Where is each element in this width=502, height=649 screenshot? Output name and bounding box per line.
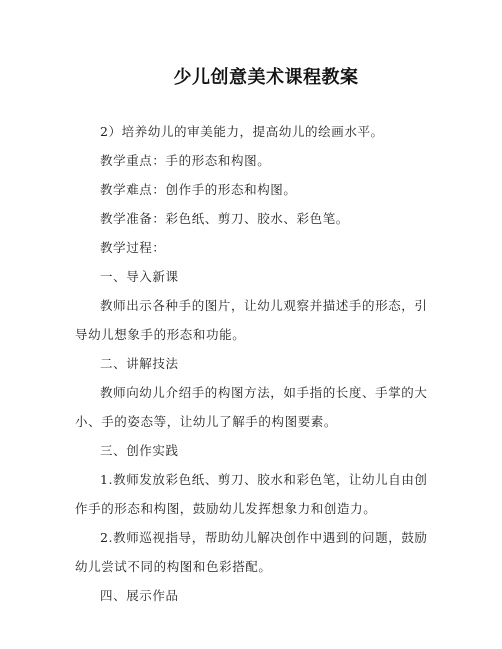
- section-heading-3: 三、创作实践: [100, 443, 179, 458]
- paragraph-line: 导幼儿想象手的形态和功能。: [75, 327, 246, 342]
- paragraph-line: 2.教师巡视指导，帮助幼儿解决创作中遇到的问题，鼓励: [100, 530, 428, 545]
- paragraph-practice-2: [75, 523, 435, 581]
- paragraph-line: 1.教师发放彩色纸、剪刀、胶水和彩色笔，让幼儿自由创: [100, 472, 428, 487]
- paragraph-line: 幼儿尝试不同的构图和色彩搭配。: [75, 559, 272, 574]
- paragraph-introduction: [75, 291, 435, 349]
- section-heading-4: 四、展示作品: [100, 588, 179, 603]
- paragraph-preparation: 教学准备：彩色纸、剪刀、胶水、彩色笔。: [100, 211, 349, 226]
- section-heading-1: 一、导入新课: [100, 269, 179, 284]
- paragraph-line: 教师出示各种手的图片，让幼儿观察并描述手的形态，引: [100, 298, 428, 313]
- paragraph-process-heading: 教学过程：: [100, 240, 166, 255]
- paragraph-line: 教师向幼儿介绍手的构图方法，如手指的长度、手掌的大: [100, 385, 428, 400]
- paragraph-line: 小、手的姿态等，让幼儿了解手的构图要素。: [75, 414, 338, 429]
- paragraph-practice-1: [75, 465, 435, 523]
- paragraph-objective-2: 2）培养幼儿的审美能力，提高幼儿的绘画水平。: [100, 124, 384, 139]
- document-title: 少儿创意美术课程教案: [173, 67, 359, 88]
- paragraph-line: 作手的形态和构图，鼓励幼儿发挥想象力和创造力。: [75, 501, 377, 516]
- paragraph-key-point: 教学重点：手的形态和构图。: [100, 153, 271, 168]
- paragraph-technique: [75, 378, 435, 436]
- section-heading-2: 二、讲解技法: [100, 356, 179, 371]
- paragraph-difficulty: 教学难点：创作手的形态和构图。: [100, 182, 297, 197]
